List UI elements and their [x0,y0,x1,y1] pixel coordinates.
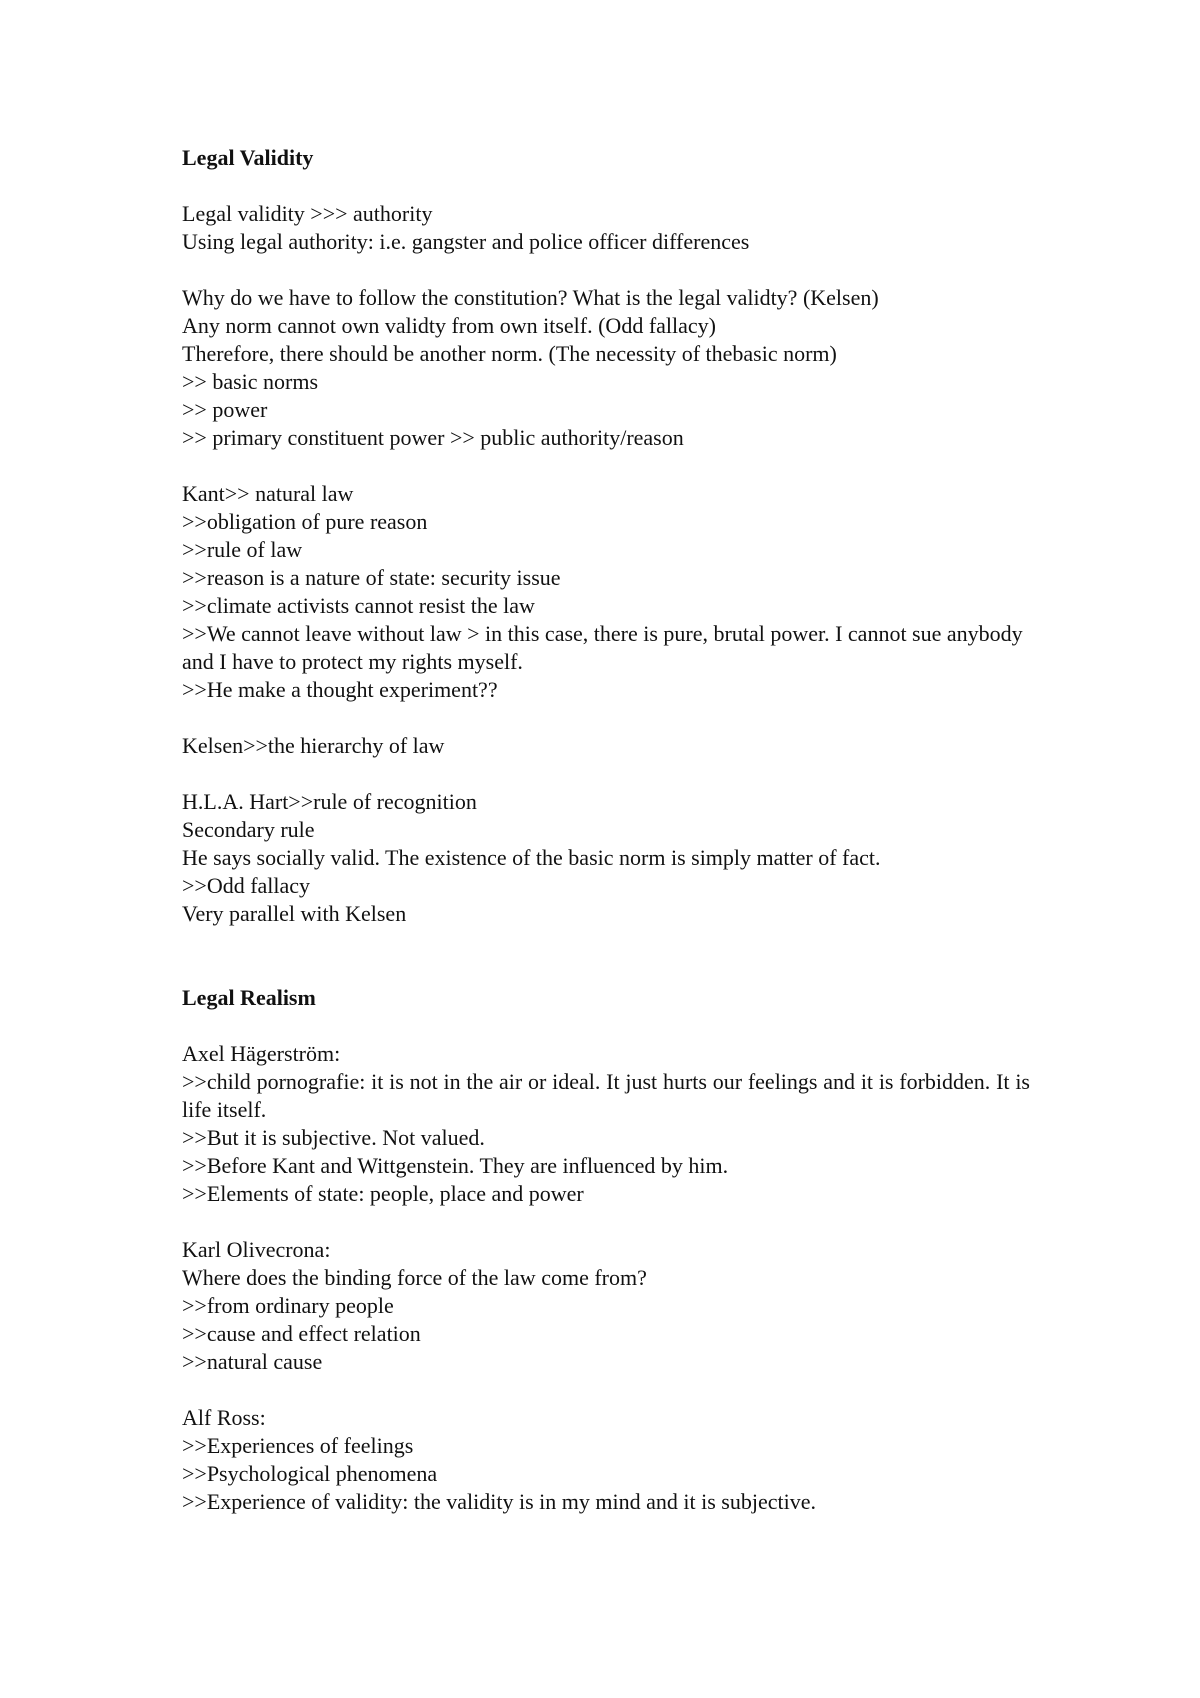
text-line: >>rule of law [182,537,303,562]
text-line: >>Elements of state: people, place and power [182,1181,584,1206]
spacer [182,1208,1030,1236]
document-body [182,144,1036,1516]
text-line: Any norm cannot own validty from own itself. (Odd fallacy) [182,313,716,338]
text-line: Therefore, there should be another norm. (The necessity of thebasic norm) [182,341,837,366]
text-line: >>But it is subjective. Not valued. [182,1125,485,1150]
section-heading-legal-realism: Legal Realism [182,985,316,1010]
text-line: He says socially valid. The existence of the basic norm is simply matter of fact. [182,845,881,870]
text-line: Secondary rule [182,817,315,842]
text-line: Why do we have to follow the constitution? What is the legal validty? (Kelsen) [182,285,879,310]
text-line: >>Odd fallacy [182,873,311,898]
section-heading-legal-validity: Legal Validity [182,145,314,170]
text-line: >>Experiences of feelings [182,1433,414,1458]
spacer [182,256,1030,284]
text-line: Karl Olivecrona: [182,1237,331,1262]
spacer [182,172,1030,200]
text-line: >>natural cause [182,1349,323,1374]
spacer [182,928,1030,984]
text-line: >>Experience of validity: the validity is in my mind and it is subjective. [182,1489,816,1514]
text-line: >> primary constituent power >> public authority/reason [182,425,684,450]
spacer [182,452,1030,480]
text-line: >>child pornografie: it is not in the air or ideal. It just hurts our feelings and it is forbidden. It is life itself. [182,1069,1036,1122]
text-line: >>cause and effect relation [182,1321,421,1346]
text-line: Kelsen>>the hierarchy of law [182,733,445,758]
text-line: >>He make a thought experiment?? [182,677,498,702]
text-line: Legal validity >>> authority [182,201,433,226]
text-line: >>climate activists cannot resist the law [182,593,535,618]
spacer [182,704,1030,732]
text-line: Using legal authority: i.e. gangster and police officer differences [182,229,750,254]
text-line: Alf Ross: [182,1405,266,1430]
spacer [182,1012,1030,1040]
text-line: >>Before Kant and Wittgenstein. They are influenced by him. [182,1153,729,1178]
spacer [182,1376,1030,1404]
text-line: Kant>> natural law [182,481,354,506]
text-line: >> basic norms [182,369,319,394]
text-line: >>from ordinary people [182,1293,394,1318]
spacer [182,760,1030,788]
text-line: Axel Hägerström: [182,1041,341,1066]
text-line: Very parallel with Kelsen [182,901,407,926]
text-line: >>reason is a nature of state: security issue [182,565,561,590]
text-line: Where does the binding force of the law come from? [182,1265,647,1290]
text-line: >> power [182,397,268,422]
text-line: H.L.A. Hart>>rule of recognition [182,789,477,814]
text-line: >>We cannot leave without law > in this case, there is pure, brutal power. I cannot sue anybody and I have to protect my rights myself. [182,621,1029,674]
text-line: >>Psychological phenomena [182,1461,438,1486]
text-line: >>obligation of pure reason [182,509,428,534]
